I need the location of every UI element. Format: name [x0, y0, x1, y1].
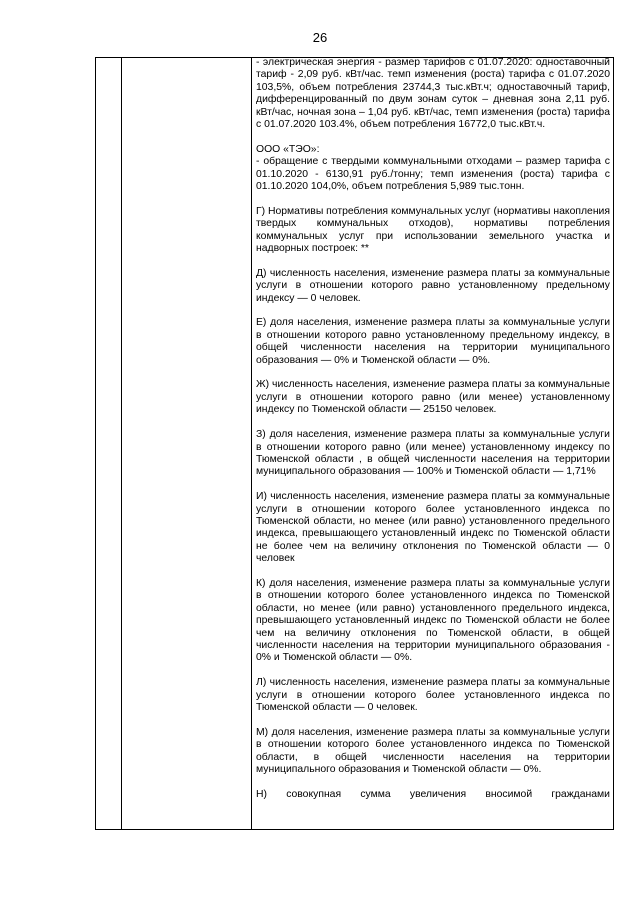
- paragraph-l: Л) численность населения, изменение размера платы за коммунальные услуги в отношении которого более установленного индекса по Тюменской области — 0 человек.: [256, 677, 610, 713]
- word: вносимой: [485, 788, 533, 800]
- column-divider: [251, 58, 252, 829]
- word: совокупная: [286, 788, 342, 800]
- page-number: 26: [312, 30, 328, 45]
- paragraph-d: Д) численность населения, изменение размера платы за коммунальные услуги в отношении которого равно установленному предельному индексу — 0 человек.: [256, 267, 610, 304]
- table-cell-text: [256, 57, 610, 801]
- paragraph-k: К) доля населения, изменение размера платы за коммунальные услуги в отношении которого более установленного индекса по Тюменской области, но менее (или равно) установленного предельного индекса, превышающего установленный индекс по Тюменской области не более чем на величину отклонения по Тюменской области, в общей численности населения на территории муниципального образования - 0% и Тюменской области — 0%.: [256, 577, 610, 664]
- word: увеличения: [409, 788, 467, 800]
- paragraph-waste-tariff: - обращение с твердыми коммунальными отходами – размер тарифа с 01.10.2020 - 6130,91 руб./тонну; темп изменения (роста) тарифа с 01.10.2020 104,0%, объем потребления 5,989 тыс.тонн.: [256, 156, 610, 193]
- paragraph-n-first-line: [256, 789, 610, 801]
- paragraph-m: М) доля населения, изменение размера платы за коммунальные услуги в отношении которого более установленного индекса по Тюменской области, в общей численности населения на территории муниципального образования и Тюменской области — 0%.: [256, 726, 610, 775]
- word: Н): [256, 788, 267, 800]
- paragraph-teo-heading: ООО «ТЭО»:: [256, 143, 320, 155]
- word: сумма: [360, 788, 391, 800]
- paragraph-e: Е) доля населения, изменение размера платы за коммунальные услуги в отношении которого равно установленному предельному индексу, в общей численности населения на территории муниципального образования — 0% и Тюменской области — 0%.: [256, 317, 610, 366]
- word: гражданами: [551, 788, 610, 800]
- paragraph-g: Г) Нормативы потребления коммунальных услуг (нормативы накопления твердых коммунальных отходов), нормативы потребления коммунальных услуг при использовании земельного участка и надворных построек: **: [256, 205, 610, 255]
- paragraph-zh: Ж) численность населения, изменение размера платы за коммунальные услуги в отношении которого равно (или менее) установленному индексу по Тюменской области — 25150 человек.: [256, 379, 610, 416]
- paragraph-z: З) доля населения, изменение размера платы за коммунальные услуги в отношении которого равно (или менее) установленному индексу по Тюменской области , в общей численности населения на территории муниципального образования — 100% и Тюменской области — 1,71%: [256, 429, 610, 478]
- column-divider: [121, 58, 122, 829]
- paragraph-i: И) численность населения, изменение размера платы за коммунальные услуги в отношении которого более установленного индекса по Тюменской области, но менее (или равно) установленного предельного индекса, превышающего установленный индекс по Тюменской области не более чем на величину отклонения по Тюменской области — 0 человек: [256, 491, 610, 565]
- paragraph-electricity: - электрическая энергия - размер тарифов с 01.07.2020: одноставочный тариф - 2,09 руб. кВт/час. темп изменения (роста) тарифа с 01.07.2020 103,5%, объем потребления 23744,3 тыс.кВт.ч; одноставочный тариф, дифференцированный по двум зонам суток – дневная зона 2,11 руб. кВт/час, ночная зона – 1,04 руб. кВт/час, темп изменения (роста) тарифа с 01.07.2020 103.4%, объем потребления 16772,0 тыс.кВт.ч.: [256, 57, 610, 131]
